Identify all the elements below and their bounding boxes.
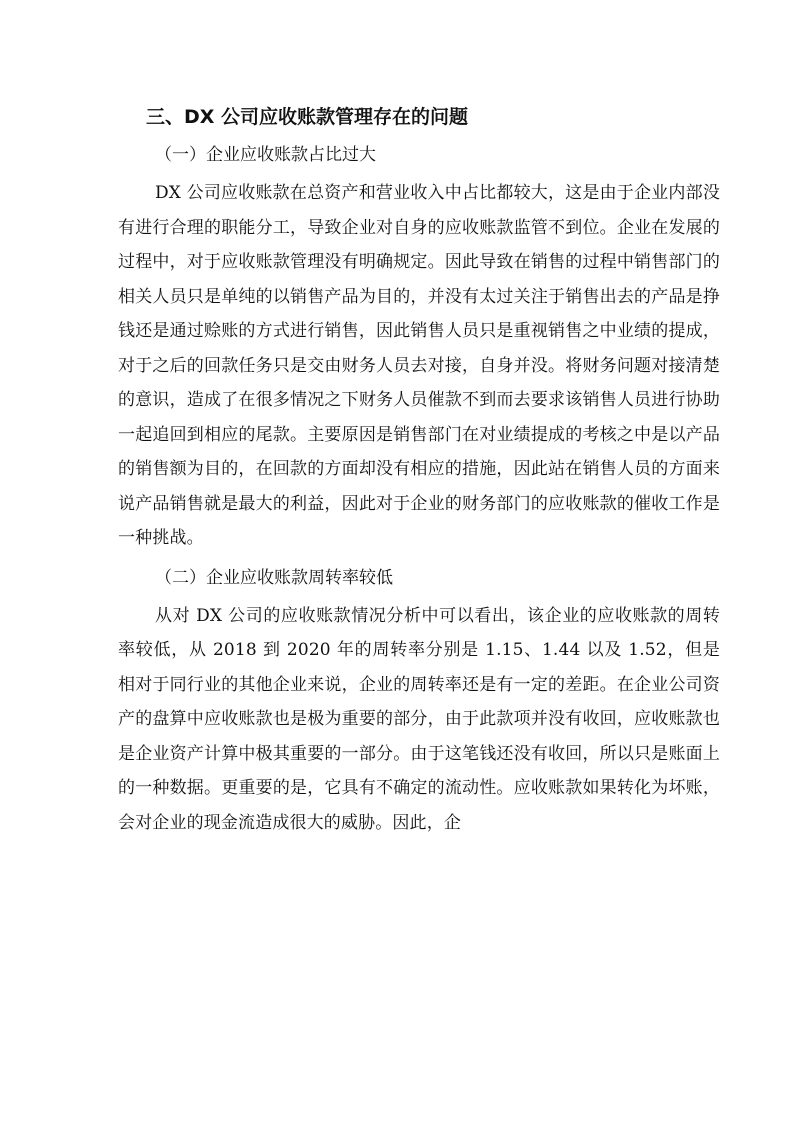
document-body (118, 98, 720, 840)
subsection-heading-2: （二）企业应收账款周转率较低 (155, 567, 393, 588)
paragraph-2: 从对 DX 公司的应收账款情况分析中可以看出，该企业的应收账款的周转率较低，从 2018 到 2020 年的周转率分别是 1.15、1.44 以及 1.52，但是相对于同行业的其他企业来说，企业的周转率还是有一定的差距。在企业公司资产的盘算中应收账款也是极为重要的部分，由于此款项并没有收回，应收账款也是企业资产计算中极其重要的一部分。由于这笔钱还没有收回，所以只是账面上的一种数据。更重要的是，它具有不确定的流动性。应收账款如果转化为坏账，会对企业的现金流造成很大的威胁。因此，企 (118, 605, 720, 833)
paragraph-1: DX 公司应收账款在总资产和营业收入中占比都较大，这是由于企业内部没有进行合理的职能分工，导致企业对自身的应收账款监管不到位。企业在发展的过程中，对于应收账款管理没有明确规定。因此导致在销售的过程中销售部门的相关人员只是单纯的以销售产品为目的，并没有太过关注于销售出去的产品是挣钱还是通过赊账的方式进行销售，因此销售人员只是重视销售之中业绩的提成，对于之后的回款任务只是交由财务人员去对接，自身并没。将财务问题对接清楚的意识，造成了在很多情况之下财务人员催款不到而去要求该销售人员进行协助一起追回到相应的尾款。主要原因是销售部门在对业绩提成的考核之中是以产品的销售额为目的，在回款的方面却没有相应的措施，因此站在销售人员的方面来说产品销售就是最大的利益，因此对于企业的财务部门的应收账款的催收工作是一种挑战。 (118, 183, 720, 548)
subsection-heading-1: （一）企业应收账款占比过大 (155, 145, 376, 165)
section-heading: 三、DX 公司应收账款管理存在的问题 (146, 106, 469, 128)
